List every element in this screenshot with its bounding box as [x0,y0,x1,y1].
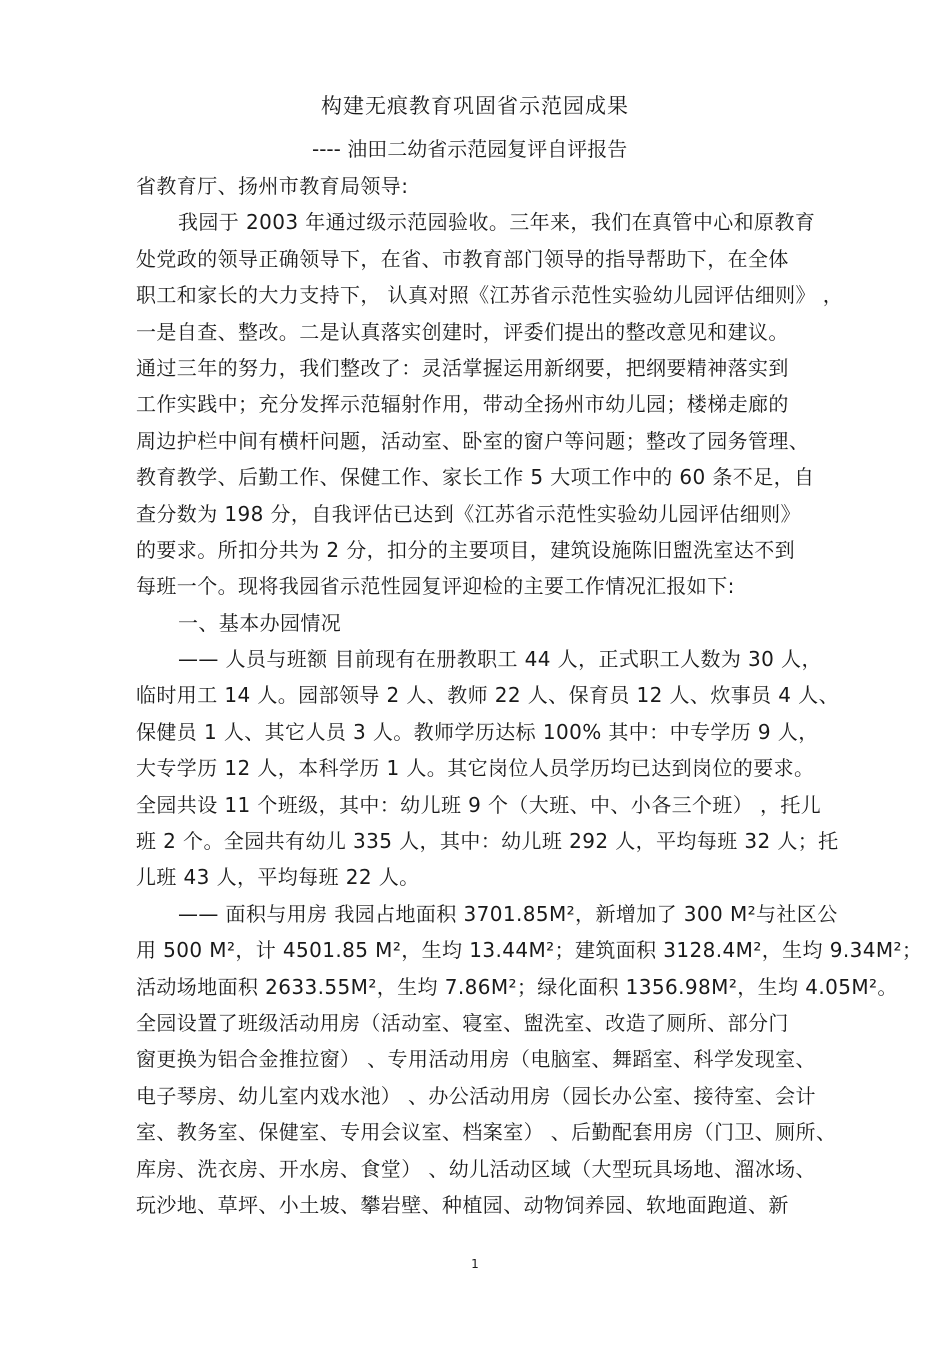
body-line: 工作实践中；充分发挥示范辐射作用，带动全扬州市幼儿园；楼梯走廊的 [136,392,789,417]
body-line: 电子琴房、幼儿室内戏水池） 、办公活动用房（园长办公室、接待室、会计 [136,1083,816,1108]
body-line: 一是自查、整改。二是认真落实创建时，评委们提出的整改意见和建议。 [136,319,789,344]
body-line: 保健员 1 人、其它人员 3 人。教师学历达标 100% 其中：中专学历 9 人， [136,719,819,744]
page-number: 1 [471,1257,479,1271]
body-line: 玩沙地、草坪、小土坡、攀岩壁、种植园、动物饲养园、软地面跑道、新 [136,1192,789,1217]
body-line: 全园共设 11 个班级，其中：幼儿班 9 个（大班、中、小各三个班） ，托儿 [136,792,822,817]
body-line: —— 面积与用房 我园占地面积 3701.85M²，新增加了 300 M²与社区公 [178,901,838,926]
body-line: 查分数为 198 分，自我评估已达到《江苏省示范性实验幼儿园评估细则》 [136,501,801,526]
body-line: 全园设置了班级活动用房（活动室、寝室、盥洗室、改造了厕所、部分门 [136,1010,789,1035]
body-line: 通过三年的努力，我们整改了：灵活掌握运用新纲要，把纲要精神落实到 [136,355,789,380]
document-subtitle: ---- 油田二幼省示范园复评自评报告 [312,137,628,161]
body-line: 活动场地面积 2633.55M²，生均 7.86M²；绿化面积 1356.98M²，生均 4.05M²。 [136,974,898,999]
body-line: 用 500 M²，计 4501.85 M²，生均 13.44M²；建筑面积 3128.4M²，生均 9.34M²； [136,938,923,963]
body-line: 窗更换为铝合金推拉窗） 、专用活动用房（电脑室、舞蹈室、科学发现室、 [136,1047,816,1072]
body-line: 儿班 43 人，平均每班 22 人。 [136,865,420,890]
body-line: —— 人员与班额 目前现有在册教职工 44 人，正式职工人数为 30 人， [178,647,822,672]
body-line: 临时用工 14 人。园部领导 2 人、教师 22 人、保育员 12 人、炊事员 4 人、 [136,683,839,708]
document-body [136,168,923,1223]
body-line: 教育教学、后勤工作、保健工作、家长工作 5 大项工作中的 60 条不足，自 [136,465,815,490]
body-line: 周边护栏中间有横杆问题，活动室、卧室的窗户等问题；整改了园务管理、 [136,428,810,453]
body-line: 班 2 个。全园共有幼儿 335 人，其中：幼儿班 292 人，平均每班 32 人；托 [136,829,839,854]
body-line: 处党政的领导正确领导下，在省、市教育部门领导的指导帮助下，在全体 [136,246,789,271]
body-line: 大专学历 12 人，本科学历 1 人。其它岗位人员学历均已达到岗位的要求。 [136,756,815,781]
document-title: 构建无痕教育巩固省示范园成果 [321,94,629,118]
body-line: 每班一个。现将我园省示范性园复评迎检的主要工作情况汇报如下: [136,574,735,599]
body-line: 的要求。所扣分共为 2 分，扣分的主要项目，建筑设施陈旧盥洗室达不到 [136,537,796,562]
body-line: 一、基本办园情况 [178,610,342,635]
body-line: 库房、洗衣房、开水房、食堂） 、幼儿活动区域（大型玩具场地、溜冰场、 [136,1156,816,1181]
body-line: 职工和家长的大力支持下， 认真对照《江苏省示范性实验幼儿园评估细则》 ， [136,283,844,308]
body-line: 省教育厅、扬州市教育局领导: [136,174,409,198]
body-line: 室、教务室、保健室、专用会议室、档案室） 、后勤配套用房（门卫、厕所、 [136,1120,837,1145]
body-line: 我园于 2003 年通过级示范园验收。三年来，我们在真管中心和原教育 [178,210,816,235]
